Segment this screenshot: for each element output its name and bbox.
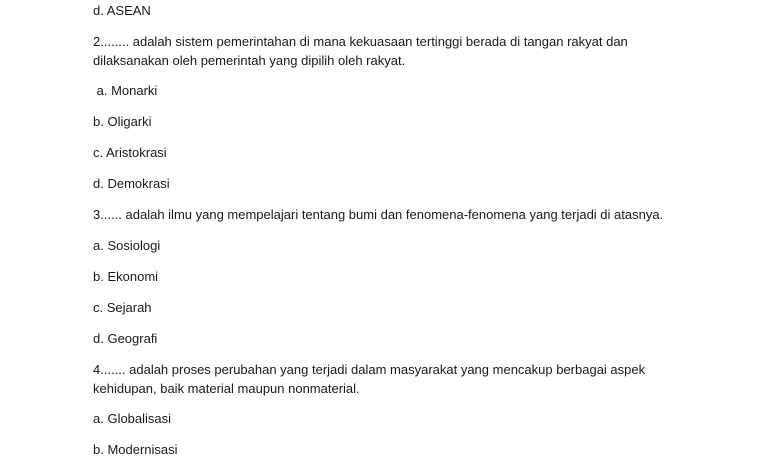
option-b-ekonomi: b. Ekonomi [93,269,159,284]
question-2: 2........ adalah sistem pemerintahan di mana kekuasaan tertinggi berada di tangan rakyat dan dilaksanakan oleh pemerintah yang dipilih oleh rakyat. [93,34,628,68]
option-a-globalisasi: a. Globalisasi [93,411,172,426]
option-b-modernisasi: b. Modernisasi [93,442,178,457]
option-d-geografi: d. Geografi [93,331,158,346]
option-a-monarki: a. Monarki [93,83,158,98]
question-3: 3...... adalah ilmu yang mempelajari tentang bumi dan fenomena-fenomena yang terjadi di atasnya. [93,207,664,222]
option-c-sejarah: c. Sejarah [93,300,152,315]
option-b-oligarki: b. Oligarki [93,114,152,129]
question-4: 4....... adalah proses perubahan yang terjadi dalam masyarakat yang mencakup berbagai aspek kehidupan, baik material maupun nonmaterial. [93,362,646,396]
option-a-sosiologi: a. Sosiologi [93,238,161,253]
option-c-aristokrasi: c. Aristokrasi [93,145,167,160]
option-d-demokrasi: d. Demokrasi [93,176,170,191]
option-d-asean: d. ASEAN [93,3,151,18]
